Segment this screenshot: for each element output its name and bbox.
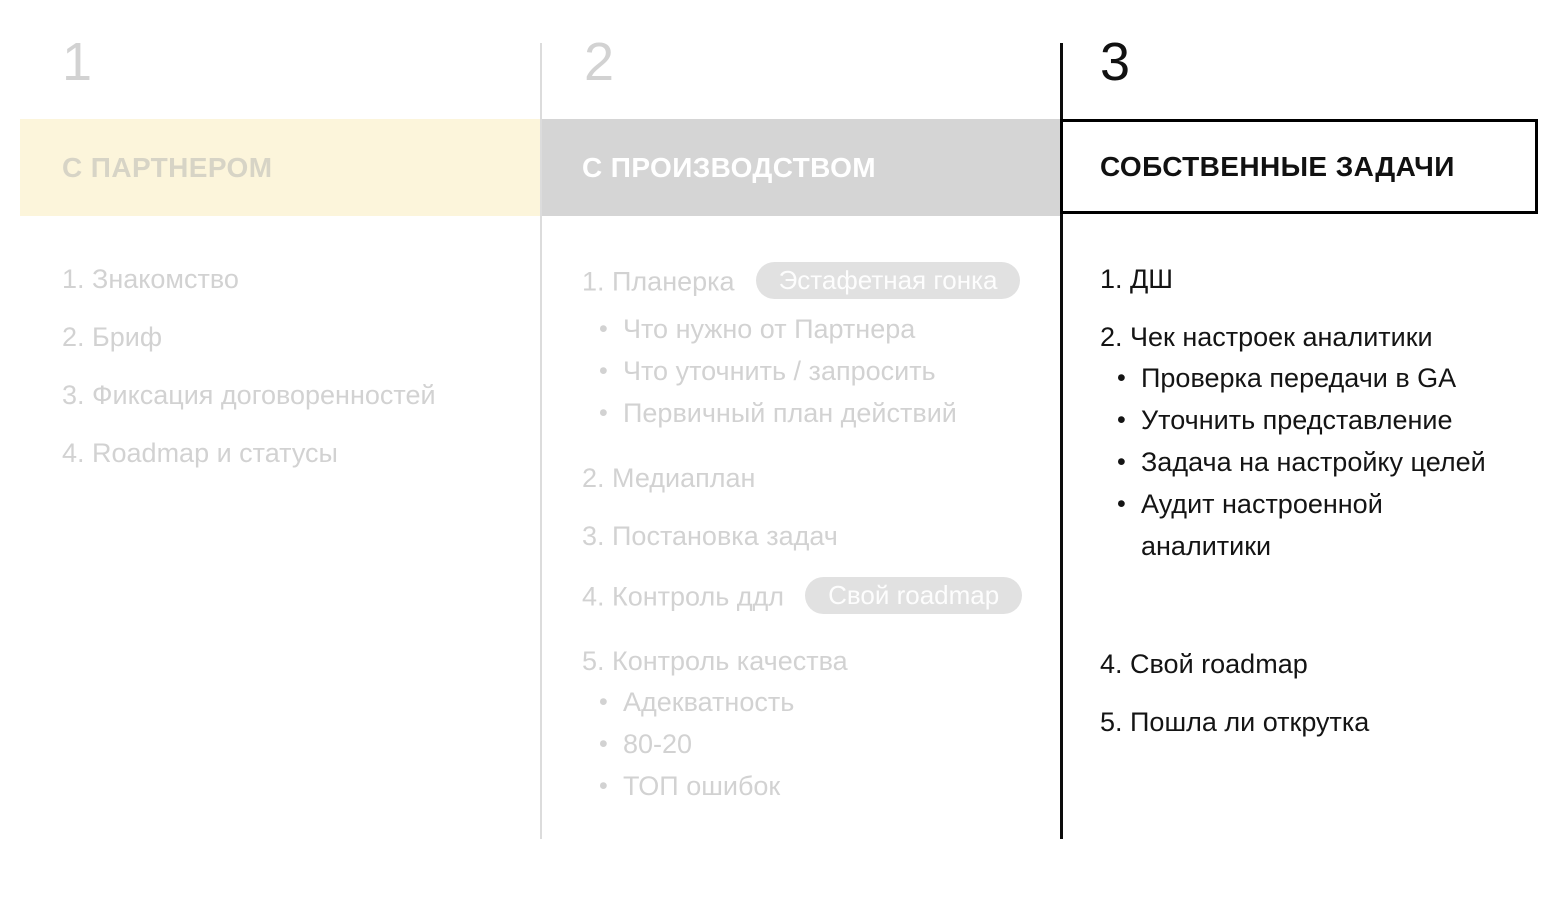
list-item [1100,265,1520,293]
bullet-dot-icon: • [1117,364,1126,392]
bullet-item [582,723,1040,765]
bullet-item [582,392,1040,434]
list-item-label: 4. Свой roadmap [1100,649,1308,679]
column-number: 3 [1100,32,1131,92]
bullet-item [1100,399,1520,441]
list-item-label: 2. Медиаплан [582,463,756,493]
list-item-label: 1. Знакомство [62,264,239,294]
item-list [1100,265,1520,766]
list-item [582,464,1040,492]
bullet-dot-icon: • [599,730,608,758]
list-item-label: 2. Бриф [62,322,163,352]
bullet-list [582,308,1040,434]
bullet-text: ТОП ошибок [623,771,781,801]
bullet-list [1100,357,1520,567]
item-list [62,265,520,497]
list-item [582,265,1040,434]
column-header-label: С ПАРТНЕРОМ [62,151,273,183]
list-item [62,265,520,293]
list-item [1100,323,1520,567]
bullet-item [1100,357,1520,399]
list-item-label: 1. Планерка [582,266,735,297]
list-item-label: 3. Фиксация договоренностей [62,380,436,410]
bullet-text: Что нужно от Партнера [623,314,916,344]
list-item-label: 1. ДШ [1100,264,1174,294]
list-item-label: 5. Пошла ли открутка [1100,707,1370,737]
list-item [62,381,520,409]
list-item-label: 2. Чек настроек аналитики [1100,322,1433,352]
bullet-dot-icon: • [1117,406,1126,434]
bullet-dot-icon: • [599,688,608,716]
list-item [62,439,520,467]
column-header-own-tasks [1060,119,1538,214]
column-number: 2 [584,32,615,92]
bullet-dot-icon: • [599,357,608,385]
column-header-production [542,119,1060,216]
bullet-item [582,308,1040,350]
item-badge: Эстафетная гонка [756,262,1021,299]
column-header-label: СОБСТВЕННЫЕ ЗАДАЧИ [1100,150,1455,182]
list-item-label: 5. Контроль качества [582,646,848,676]
bullet-text: Проверка передачи в GA [1141,363,1457,393]
item-badge: Свой roadmap [805,577,1022,614]
bullet-dot-icon: • [599,772,608,800]
list-item [62,323,520,351]
bullet-dot-icon: • [599,399,608,427]
bullet-text: Что уточнить / запросить [623,356,936,386]
list-item-label: 4. Контроль ддл [582,581,785,612]
bullet-text: Задача на настройку целей [1141,447,1486,477]
list-item [1100,708,1520,736]
bullet-dot-icon: • [599,315,608,343]
bullet-list [582,681,1040,807]
list-item [1100,650,1520,678]
column-number: 1 [62,32,93,92]
bullet-text: Адекватность [623,687,795,717]
list-item [582,522,1040,550]
column-production [542,0,1060,904]
list-item [582,647,1040,807]
column-partner [20,0,540,904]
bullet-item [582,350,1040,392]
list-item [582,580,1040,617]
bullet-text: Уточнить представление [1141,405,1453,435]
bullet-item [582,681,1040,723]
column-header-partner [20,119,540,216]
list-item-label: 4. Roadmap и статусы [62,438,338,468]
bullet-text: Аудит настроенной аналитики [1141,489,1383,561]
bullet-item [1100,483,1520,567]
bullet-item [582,765,1040,807]
bullet-text: 80-20 [623,729,693,759]
item-list [582,265,1040,837]
bullet-dot-icon: • [1117,490,1126,518]
column-header-label: С ПРОИЗВОДСТВОМ [582,151,877,183]
bullet-item [1100,441,1520,483]
bullet-text: Первичный план действий [623,398,957,428]
bullet-dot-icon: • [1117,448,1126,476]
list-item-label: 3. Постановка задач [582,521,838,551]
column-own-tasks [1060,0,1538,904]
